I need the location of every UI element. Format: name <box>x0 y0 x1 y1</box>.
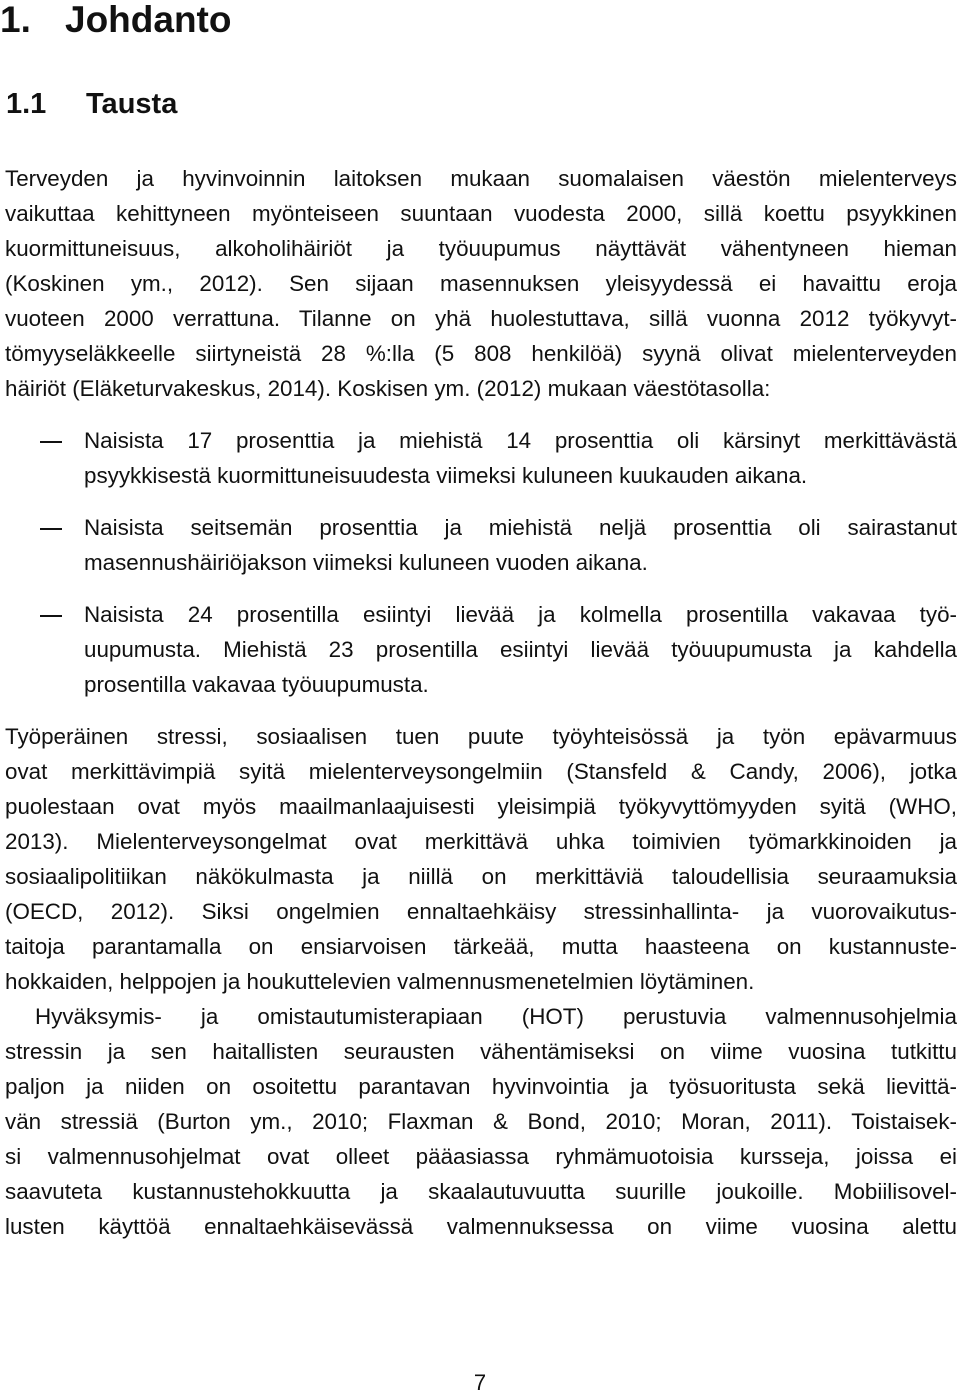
dash-bullet-icon <box>40 528 62 530</box>
paragraph-1-line: vuoteen 2000 verrattuna. Tilanne on yhä huolestuttava, sillä vuonna 2012 työkyvyt- <box>5 306 957 331</box>
paragraph-3-line: si valmennusohjelmat ovat olleet pääasiassa ryhmämuotoisia kursseja, joissa ei <box>5 1144 957 1169</box>
paragraph-2-line: taitoja parantamalla on ensiarvoisen tärkeää, mutta haasteena on kustannuste- <box>5 934 957 959</box>
paragraph-2-line: ovat merkittävimpiä syitä mielenterveysongelmiin (Stansfeld & Candy, 2006), jotka <box>5 759 957 784</box>
paragraph-1-line: (Koskinen ym., 2012). Sen sijaan masennuksen yleisyydessä ei havaittu eroja <box>5 271 957 296</box>
paragraph-3-line: Hyväksymis- ja omistautumisterapiaan (HOT) perustuvia valmennusohjelmia <box>35 1004 957 1029</box>
paragraph-1-line: häiriöt (Eläketurvakeskus, 2014). Koskisen ym. (2012) mukaan väestötasolla: <box>5 376 771 401</box>
page-number: 7 <box>473 1370 487 1395</box>
paragraph-2-line: puolestaan ovat myös maailmanlaajuisesti yleisimpiä työkyvyttömyyden syitä (WHO, <box>5 794 957 819</box>
paragraph-1-line: kuormittuneisuus, alkoholihäiriöt ja työuupumus näyttävät vähentyneen hieman <box>5 236 957 261</box>
paragraph-3-line: lusten käyttöä ennaltaehkäisevässä valmennuksessa on viime vuosina alettu <box>5 1214 957 1239</box>
paragraph-2-line: Työperäinen stressi, sosiaalisen tuen puute työyhteisössä ja työn epävarmuus <box>5 724 957 749</box>
dash-bullet-icon <box>40 441 62 443</box>
paragraph-3-line: saavuteta kustannustehokkuutta ja skaalautuvuutta suurille joukoille. Mobiilisovel- <box>5 1179 957 1204</box>
paragraph-3-line: vän stressiä (Burton ym., 2010; Flaxman & Bond, 2010; Moran, 2011). Toistaisek- <box>5 1109 957 1134</box>
bullet-3-line: prosentilla vakavaa työuupumusta. <box>84 672 429 697</box>
paragraph-2-line: (OECD, 2012). Siksi ongelmien ennaltaehkäisy stressinhallinta- ja vuorovaikutus- <box>5 899 957 924</box>
section-number: 1.1 <box>6 88 47 120</box>
paragraph-1-line: tömyyseläkkeelle siirtyneistä 28 %:lla (5 808 henkilöä) syynä olivat mielenterveyden <box>5 341 957 366</box>
paragraph-3-line: paljon ja niiden on osoitettu parantavan hyvinvointia ja työsuoritusta sekä lievittä- <box>5 1074 957 1099</box>
paragraph-2-line: sosiaalipolitiikan näkökulmasta ja niillä on merkittäviä taloudellisia seuraamuksia <box>5 864 957 889</box>
section-heading <box>6 82 177 126</box>
chapter-heading <box>0 0 231 42</box>
bullet-3-line: Naisista 24 prosentilla esiintyi lievää ja kolmella prosentilla vakavaa työ- <box>84 602 957 627</box>
bullet-2-line: masennushäiriöjakson viimeksi kuluneen vuoden aikana. <box>84 550 648 575</box>
paragraph-2-line: hokkaiden, helppojen ja houkuttelevien valmennusmenetelmien löytäminen. <box>5 969 755 994</box>
chapter-number: 1. <box>0 0 31 40</box>
section-title: Tausta <box>86 88 178 120</box>
paragraph-2-line: 2013). Mielenterveysongelmat ovat merkittävä uhka toimivien työmarkkinoiden ja <box>5 829 957 854</box>
paragraph-3-line: stressin ja sen haitallisten seurausten vähentämiseksi on viime vuosina tutkittu <box>5 1039 957 1064</box>
bullet-1-line: Naisista 17 prosenttia ja miehistä 14 prosenttia oli kärsinyt merkittävästä <box>84 428 957 453</box>
paragraph-1-line: vaikuttaa kehittyneen myönteiseen suuntaan vuodesta 2000, sillä koettu psyykkinen <box>5 201 957 226</box>
bullet-2-line: Naisista seitsemän prosenttia ja miehistä neljä prosenttia oli sairastanut <box>84 515 957 540</box>
chapter-title: Johdanto <box>65 0 232 40</box>
paragraph-1-line: Terveyden ja hyvinvoinnin laitoksen mukaan suomalaisen väestön mielenterveys <box>5 166 957 191</box>
dash-bullet-icon <box>40 615 62 617</box>
bullet-1-line: psyykkisestä kuormittuneisuudesta viimeksi kuluneen kuukauden aikana. <box>84 463 808 488</box>
bullet-3-line: uupumusta. Miehistä 23 prosentilla esiintyi lievää työuupumusta ja kahdella <box>84 637 957 662</box>
